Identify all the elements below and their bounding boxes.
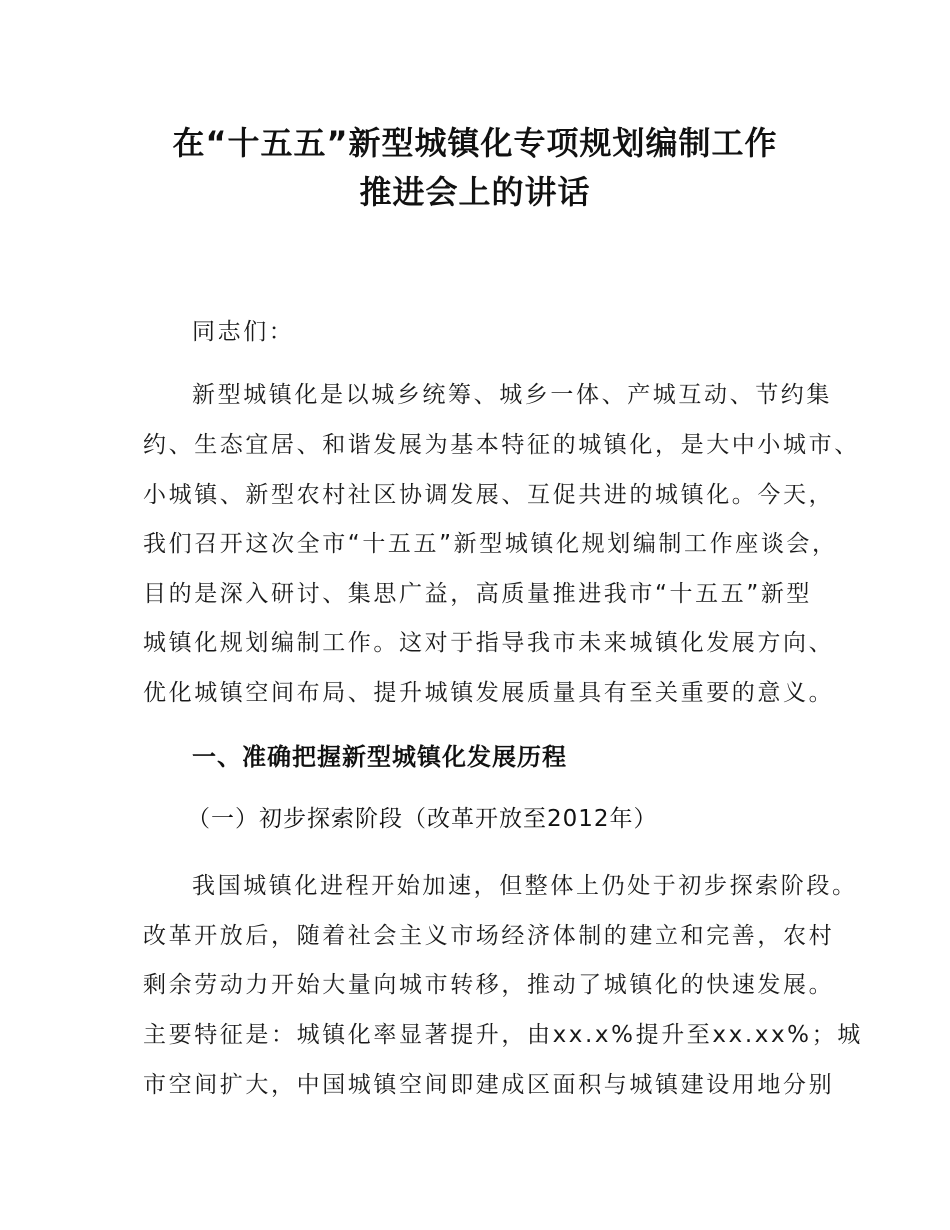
document-title-line-2: 推进会上的讲话: [359, 173, 591, 211]
paragraph-line: 主要特征是：城镇化率显著提升，由xx.x%提升至xx.xx%；城: [143, 1022, 863, 1048]
paragraph-line: 改革开放后，随着社会主义市场经济体制的建立和完善，农村: [143, 923, 835, 949]
paragraph-line: 市空间扩大，中国城镇空间即建成区面积与城镇建设用地分别: [143, 1072, 835, 1098]
paragraph-line: 约、生态宜居、和谐发展为基本特征的城镇化，是大中小城市、: [143, 432, 860, 458]
paragraph-line: 剩余劳动力开始大量向城市转移，推动了城镇化的快速发展。: [143, 972, 835, 998]
section-heading: 一、准确把握新型城镇化发展历程: [192, 743, 567, 771]
paragraph-line: 小城镇、新型农村社区协调发展、互促共进的城镇化。今天，: [143, 482, 835, 508]
paragraph-line: 我们召开这次全市“十五五”新型城镇化规划编制工作座谈会，: [143, 531, 838, 557]
subsection-heading: （一）初步探索阶段（改革开放至2012年）: [187, 806, 658, 832]
paragraph-line: 城镇化规划编制工作。这对于指导我市未来城镇化发展方向、: [143, 630, 835, 656]
paragraph-line: 目的是深入研讨、集思广益，高质量推进我市“十五五”新型: [143, 581, 813, 607]
salutation: 同志们：: [192, 319, 295, 345]
paragraph-line: 新型城镇化是以城乡统筹、城乡一体、产城互动、节约集: [192, 382, 832, 408]
paragraph-line: 我国城镇化进程开始加速，但整体上仍处于初步探索阶段。: [192, 873, 858, 899]
paragraph-line: 优化城镇空间布局、提升城镇发展质量具有至关重要的意义。: [143, 680, 835, 706]
document-title-line-1: 在“十五五”新型城镇化专项规划编制工作: [172, 124, 778, 162]
